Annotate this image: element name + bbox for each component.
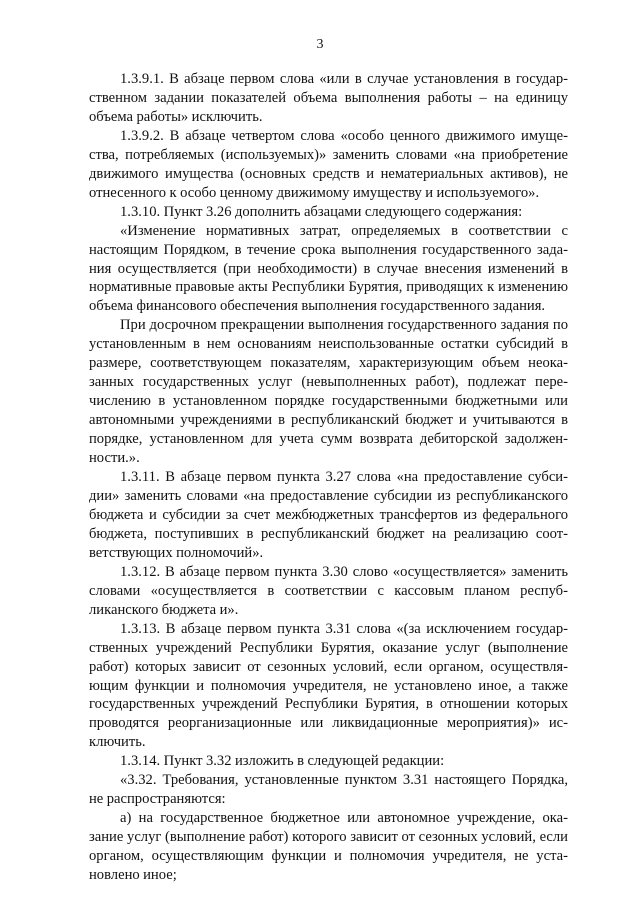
- paragraph-item-a: а) на государственное бюджетное или автономное учреждение, оказание услуг (выполнение работ) которого зависит от сезонных условий, если органом, осуществляющим функции и полномочия учредителя, не установлено иное;: [89, 810, 568, 884]
- paragraph-1-3-9-2: 1.3.9.2. В абзаце четвертом слова «особо ценного движимого имущества, потребляемых (используемых)» заменить словами «на приобретение движимого имущества (основных средств и нематериальных активов), не отнесенного к особо ценному движимому имуществу и используемого».: [89, 127, 568, 201]
- paragraph-1-3-10: 1.3.10. Пункт 3.26 дополнить абзацами следующего содержания:: [120, 203, 523, 220]
- document-body: [89, 70, 568, 885]
- paragraph-1-3-13: 1.3.13. В абзаце первом пункта 3.31 слова «(за исключением государственных учреждений Республики Бурятия, оказание услуг (выполнение работ) которых зависит от сезонных условий, если органом, осуществляющим функции и полномочия учредителя, не установлено иное, а также государственных учреждений Республики Бурятия, в отношении которых проводятся реорганизационные или ликвидационные мероприятия)» исключить.: [89, 620, 568, 751]
- paragraph-quote-normative-costs: «Изменение нормативных затрат, определяемых в соответствии с настоящим Порядком, в течение срока выполнения государственного задания осуществляется (при необходимости) в случае внесения изменений в нормативные правовые акты Республики Бурятия, приводящих к изменению объема финансового обеспечения выполнения государственного задания.: [89, 222, 568, 315]
- paragraph-early-termination: При досрочном прекращении выполнения государственного задания по установленным в нем основаниям неиспользованные остатки субсидий в размере, соответствующем показателям, характеризующим объем неоказанных государственных услуг (невыполненных работ), подлежат перечислению в установленном порядке государственными бюджетными или автономными учреждениями в республиканский бюджет и учитываются в порядке, установленном для учета сумм возврата дебиторской задолженности.».: [89, 317, 568, 467]
- paragraph-1-3-11: 1.3.11. В абзаце первом пункта 3.27 слова «на предоставление субсидии» заменить словами «на предоставление субсидии из республиканского бюджета и субсидии за счет межбюджетных трансфертов из федерального бюджета, поступивших в республиканский бюджет на реализацию соответствующих полномочий».: [89, 469, 568, 561]
- paragraph-quote-3-32: «3.32. Требования, установленные пунктом 3.31 настоящего Порядка, не распространяются:: [89, 772, 568, 808]
- paragraph-1-3-9-1: 1.3.9.1. В абзаце первом слова «или в случае установления в государственном задании показателей объема выполнения работы – на единицу объема работы» исключить.: [89, 71, 568, 125]
- paragraph-1-3-14: 1.3.14. Пункт 3.32 изложить в следующей редакции:: [120, 753, 445, 770]
- page-number: 3: [316, 37, 324, 52]
- paragraph-1-3-12: 1.3.12. В абзаце первом пункта 3.30 слово «осуществляется» заменить словами «осуществляется в соответствии с кассовым планом республиканского бюджета и».: [89, 563, 568, 618]
